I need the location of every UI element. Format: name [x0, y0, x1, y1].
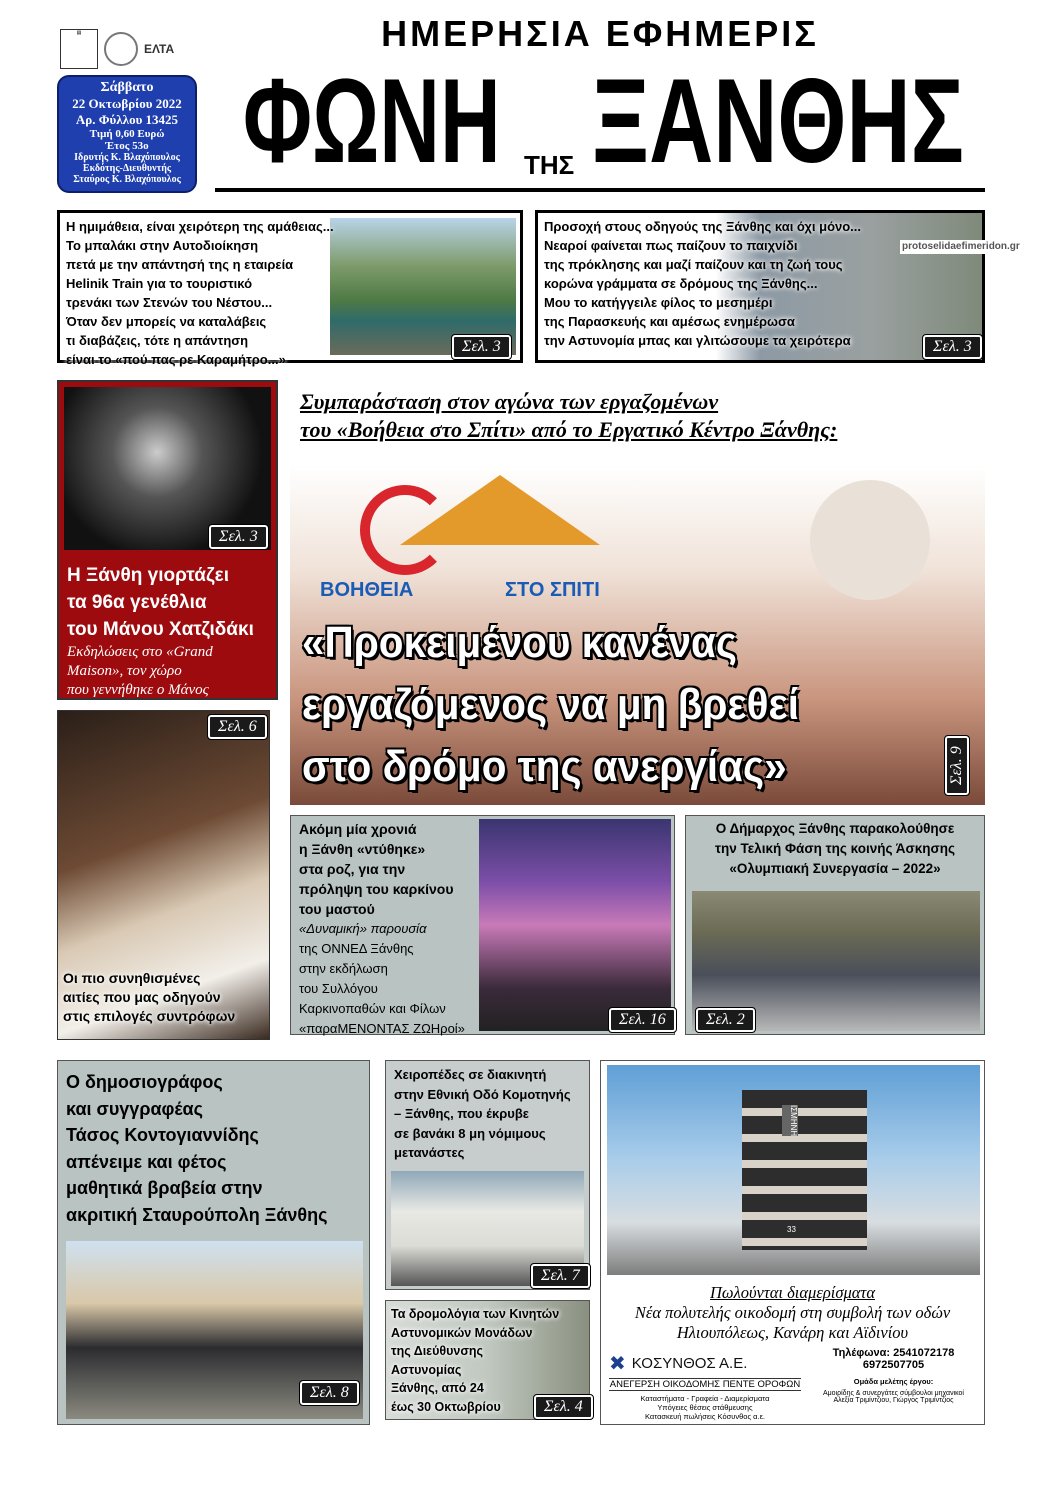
- headline: Αστυνομίας: [391, 1362, 462, 1377]
- headline: του μαστού: [299, 901, 375, 917]
- founder: Ιδρυτής Κ. Βλαχόπουλος: [74, 152, 180, 163]
- headline: ακριτική Σταυρούπολη Ξάνθης: [66, 1204, 328, 1225]
- main-headline: στο δρόμο της ανεργίας»: [302, 742, 787, 791]
- company-detail: Κατασκευή πωλήσεις Κόσυνθος α.ε.: [644, 1412, 765, 1421]
- story-relationships[interactable]: [57, 710, 270, 1040]
- subhead: Maison», τον χώρο: [67, 663, 182, 679]
- headline: Η Ξάνθη γιορτάζει: [67, 565, 229, 586]
- issue-day: Σάββατο: [100, 80, 154, 95]
- story-van[interactable]: [385, 1060, 590, 1290]
- watermark: protoselidaefimeridon.gr: [902, 241, 1020, 252]
- seal-icon: [104, 32, 138, 66]
- partner-logos: [60, 28, 195, 70]
- issue-info-box: [57, 75, 197, 193]
- story-train-text: Η ημιμάθεια, είναι χειρότερη της αμάθειας... Το μπαλάκι στην Αυτοδιοίκηση πετά με την απάντησή της η εταιρεία Helinik Train για το τουριστικό τρενάκι των Στενών του Νέστου... Όταν δεν μπορείς να καταλάβεις τι διαβάζεις, τότε η απάντηση είναι το «πού πας ρε Καραμήτρο...»: [66, 219, 334, 367]
- page-ref[interactable]: Σελ. 7: [531, 1264, 590, 1288]
- story-train[interactable]: [57, 210, 523, 367]
- logo-text: ΣΤΟ ΣΠΙΤΙ: [505, 579, 600, 601]
- story-drivers[interactable]: [535, 210, 985, 363]
- headline: Τα δρομολόγια των Κινητών: [391, 1307, 560, 1321]
- subhead: Εκδηλώσεις στο «Grand: [67, 644, 213, 660]
- ad-heading: Πωλούνται διαμερίσματα: [710, 1283, 875, 1302]
- subhead: που γεννήθηκε ο Μάνος: [67, 682, 209, 698]
- page-ref[interactable]: Σελ. 9: [945, 736, 969, 795]
- headline: της Διεύθυνσης: [391, 1344, 484, 1358]
- headline: Ακόμη μία χρονιά: [299, 821, 417, 837]
- company-logo-icon: ✖: [609, 1353, 626, 1375]
- headline: την Τελική Φάση της κοινής Άσκησης: [715, 841, 955, 856]
- team-member: Αλεξία Τριμίντζιου, Γιώργος Τριμίντζιος: [833, 1397, 954, 1404]
- page-ref[interactable]: Σελ. 16: [609, 1008, 676, 1032]
- headline: στα ροζ, για την: [299, 861, 406, 877]
- headline: Αστυνομικών Μονάδων: [391, 1325, 533, 1340]
- company-block: [609, 1351, 801, 1421]
- kicker: του «Βοήθεια στο Σπίτι» από το Εργατικό Κέντρο Ξάνθης:: [300, 417, 838, 442]
- headline: Χειροπέδες σε διακινητή: [394, 1067, 547, 1082]
- headline: τα 96α γενέθλια: [67, 592, 207, 613]
- headline: Οι πιο συνηθισμένες: [63, 970, 201, 986]
- headline: του Μάνου Χατζιδάκι: [67, 619, 254, 640]
- kicker: Συμπαράσταση στον αγώνα των εργαζομένων: [300, 389, 719, 414]
- headline: στην Εθνική Οδό Κομοτηνής: [394, 1086, 571, 1102]
- subhead: της ΟΝΝΕΔ Ξάνθης: [299, 941, 414, 956]
- page-ref[interactable]: Σελ. 8: [300, 1381, 359, 1405]
- story-hatzidakis[interactable]: [57, 380, 278, 700]
- story-police[interactable]: [385, 1300, 590, 1420]
- story-mayor[interactable]: [685, 815, 985, 1035]
- figure-icon: [360, 485, 450, 575]
- phone-number: 6972507705: [862, 1359, 925, 1371]
- page-ref[interactable]: Σελ. 2: [696, 1008, 755, 1032]
- headline: στις επιλογές συντρόφων: [63, 1008, 236, 1024]
- subhead: «παραΜΕΝΟΝΤΑΣ ΖΩΗροί»: [299, 1021, 465, 1036]
- headline: Τάσος Κοντογιαννίδης: [66, 1125, 259, 1145]
- headline: έως 30 Οκτωβρίου: [391, 1399, 501, 1414]
- headline: αιτίες που μας οδηγούν: [63, 989, 221, 1005]
- company-subtitle: ΑΝΕΓΕΡΣΗ ΟΙΚΟΔΟΜΗΣ ΠΕΝΤΕ ΟΡΟΦΩΝ: [609, 1379, 801, 1390]
- pink-event-photo: [479, 819, 671, 1031]
- elderly-icon: [810, 480, 930, 600]
- subhead: Καρκινοπαθών και Φίλων: [299, 1001, 446, 1016]
- headline: – Ξάνθης, που έκρυβε: [394, 1106, 529, 1121]
- headline: μαθητικά βραβεία στην: [66, 1178, 263, 1198]
- masthead-name-2: ΞΑΝΘΗΣ: [592, 54, 964, 188]
- company-detail: Καταστήματα - Γραφεία - Διαμερίσματα: [640, 1394, 770, 1403]
- publisher-label: Εκδότης-Διευθυντής: [82, 163, 172, 174]
- headline: η Ξάνθη «ντύθηκε»: [299, 841, 426, 857]
- headline: Ο δημοσιογράφος: [66, 1072, 223, 1092]
- home-care-logo: [320, 475, 640, 607]
- elta-logo: ΕΛΤΑ: [144, 42, 175, 56]
- company-name: ΚΟΣΥΝΘΟΣ Α.Ε.: [631, 1355, 748, 1372]
- main-story[interactable]: [290, 380, 985, 805]
- building-sign: ΙΣΜΗΝΗ: [782, 1105, 798, 1136]
- masthead-name-1: ΦΩΝΗ: [243, 54, 501, 188]
- headline: μετανάστες: [394, 1145, 465, 1160]
- headline: και συγγραφέας: [66, 1098, 203, 1119]
- main-headline: «Προκειμένου κανένας: [302, 618, 737, 667]
- subhead: «Δυναμική» παρουσία: [299, 921, 427, 936]
- page-ref[interactable]: Σελ. 6: [208, 715, 267, 739]
- story-pink[interactable]: [290, 815, 675, 1035]
- story-journalist[interactable]: [57, 1060, 370, 1425]
- ad-text: Νέα πολυτελής οικοδομή στη συμβολή των οδών: [634, 1303, 951, 1322]
- apartments-ad[interactable]: [600, 1060, 985, 1425]
- page-ref[interactable]: Σελ. 4: [534, 1395, 593, 1419]
- logo-text: ΒΟΗΘΕΙΑ: [320, 579, 414, 601]
- masthead-subtitle: ΗΜΕΡΗΣΙΑ ΕΦΗΜΕΡΙΣ: [381, 13, 819, 54]
- masthead-the: ΤΗΣ: [524, 150, 575, 180]
- main-headline: εργαζόμενος να μη βρεθεί: [302, 680, 799, 729]
- ad-text: Ηλιουπόλεως, Κανάρη και Αϊδινίου: [676, 1323, 909, 1342]
- company-detail: Υπόγειες θέσεις στάθμευσης: [657, 1403, 753, 1412]
- subhead: στην εκδήλωση: [299, 961, 388, 976]
- issue-number: Αρ. Φύλλου 13425: [75, 112, 179, 127]
- team-member: Αμοιρίδης & συνεργάτες σύμβουλοι μηχανικοί: [822, 1390, 964, 1397]
- building-render: [607, 1065, 980, 1275]
- subhead: του Συλλόγου: [299, 981, 378, 996]
- building-number: 33: [787, 1225, 796, 1234]
- headline: πρόληψη του καρκίνου: [299, 881, 454, 897]
- page-ref[interactable]: Σελ. 3: [923, 335, 982, 359]
- headline: Ο Δήμαρχος Ξάνθης παρακολούθησε: [715, 821, 955, 836]
- issue-year: Έτος 53ο: [105, 140, 149, 152]
- headline: απένειμε και φέτος: [66, 1151, 227, 1172]
- issue-price: Τιμή 0,60 Ευρώ: [89, 128, 165, 140]
- building: [742, 1090, 867, 1250]
- page-ref[interactable]: Σελ. 3: [209, 525, 268, 549]
- press-logo: ▤: [60, 29, 98, 69]
- headline: «Ολυμπιακή Συνεργασία – 2022»: [729, 861, 941, 876]
- publisher: Σταύρος Κ. Βλαχόπουλος: [73, 174, 181, 185]
- team-label: Ομάδα μελέτης έργου:: [853, 1377, 934, 1386]
- masthead-rule: [215, 188, 985, 192]
- story-drivers-text: Προσοχή στους οδηγούς της Ξάνθης και όχι μόνο... Νεαροί φαίνεται πως παίζουν το παιχνίδι της πρόκλησης και μαζί παίζουν και τη ζωή τους κορώνα γράμματα σε δρόμους της Ξάνθης... Μου το κατήγγειλε φίλος το μεσημέρι της Παρασκευής και αμέσως ενημέρωσα την Αστυνομία μπας και γλιτώσουμε τα χειρότερα: [544, 219, 862, 348]
- issue-date: 22 Οκτωβρίου 2022: [72, 96, 182, 111]
- headline: σε βανάκι 8 μη νόμιμους: [394, 1125, 546, 1141]
- headline: Ξάνθης, από 24: [391, 1381, 484, 1395]
- page-ref[interactable]: Σελ. 3: [452, 335, 511, 359]
- phone-label: Τηλέφωνα: 2541072178: [832, 1347, 955, 1359]
